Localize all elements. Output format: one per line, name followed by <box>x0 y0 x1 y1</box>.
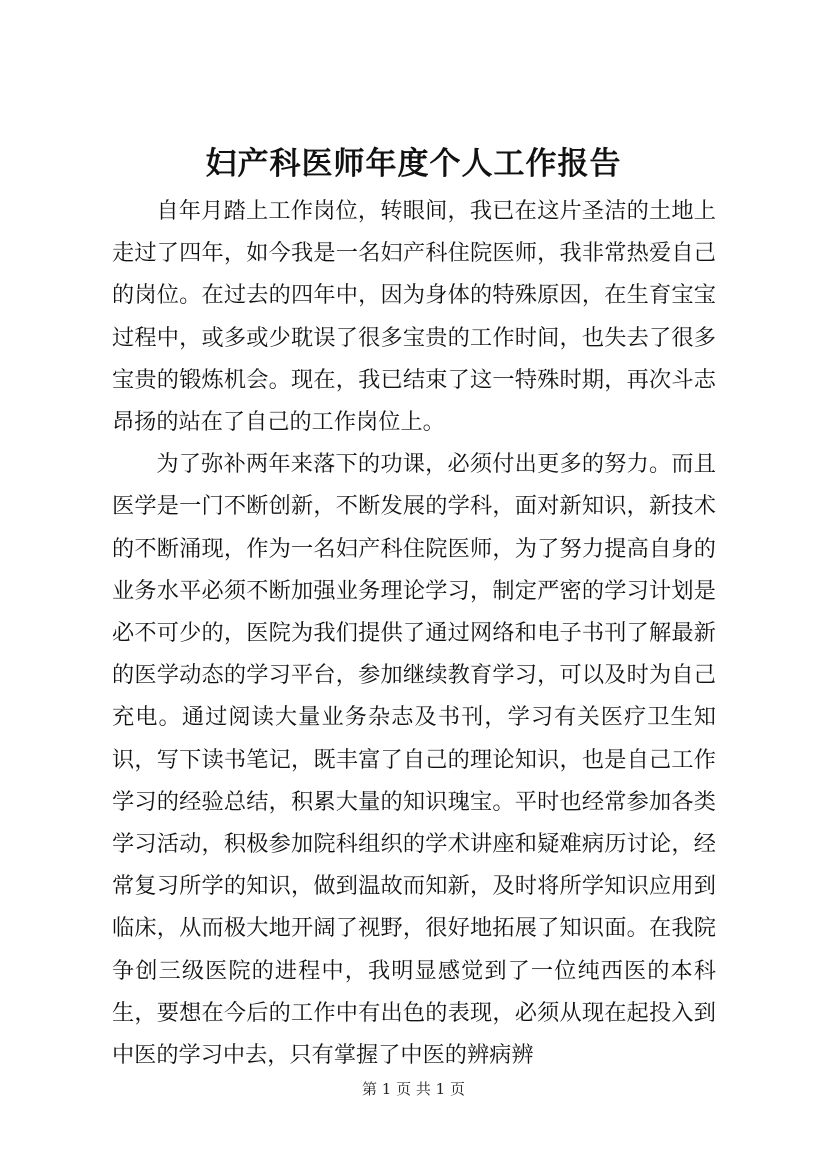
page-footer: 第 1 页 共 1 页 <box>362 1080 465 1098</box>
paragraph-1: 自年月踏上工作岗位，转眼间，我已在这片圣洁的土地上走过了四年，如今我是一名妇产科住院医师，我非常热爱自己的岗位。在过去的四年中，因为身体的特殊原因，在生育宝宝过程中，或多或少耽误了很多宝贵的工作时间，也失去了很多宝贵的锻炼机会。现在，我已结束了这一特殊时期，再次斗志昂扬的站在了自己的工作岗位上。 <box>112 198 716 436</box>
document-body <box>112 190 716 1076</box>
paragraph-2: 为了弥补两年来落下的功课，必须付出更多的努力。而且医学是一门不断创新，不断发展的学科，面对新知识，新技术的不断涌现，作为一名妇产科住院医师，为了努力提高自身的业务水平必须不断加强业务理论学习，制定严密的学习计划是必不可少的，医院为我们提供了通过网络和电子书刊了解最新的医学动态的学习平台，参加继续教育学习，可以及时为自己充电。通过阅读大量业务杂志及书刊，学习有关医疗卫生知识，写下读书笔记，既丰富了自己的理论知识，也是自己工作学习的经验总结，积累大量的知识瑰宝。平时也经常参加各类学习活动，积极参加院科组织的学术讲座和疑难病历讨论，经常复习所学的知识，做到温故而知新，及时将所学知识应用到临床，从而极大地开阔了视野，很好地拓展了知识面。在我院争创三级医院的进程中，我明显感觉到了一位纯西医的本科生，要想在今后的工作中有出色的表现，必须从现在起投入到中医的学习中去，只有掌握了中医的辨病辨 <box>112 451 716 1069</box>
document-title: 妇产科医师年度个人工作报告 <box>205 146 622 182</box>
